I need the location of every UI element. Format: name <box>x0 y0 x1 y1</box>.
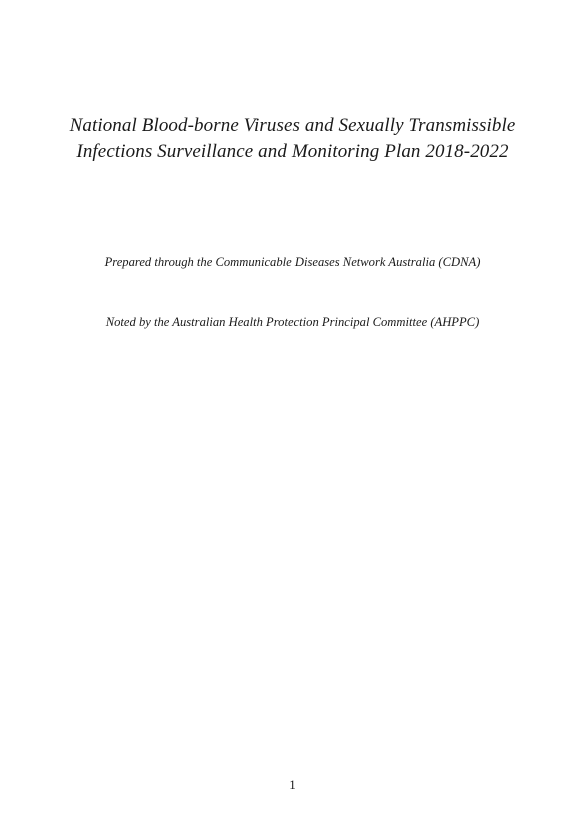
prepared-by-text: Prepared through the Communicable Diseases Network Australia (CDNA) <box>104 255 481 269</box>
page-number: 1 <box>289 777 296 792</box>
document-title-line-1: National Blood-borne Viruses and Sexually Transmissible <box>69 115 516 136</box>
noted-by-text: Noted by the Australian Health Protection Principal Committee (AHPPC) <box>105 315 480 329</box>
document-title-line-2: Infections Surveillance and Monitoring Plan 2018-2022 <box>76 141 509 162</box>
document-title <box>0 113 585 165</box>
